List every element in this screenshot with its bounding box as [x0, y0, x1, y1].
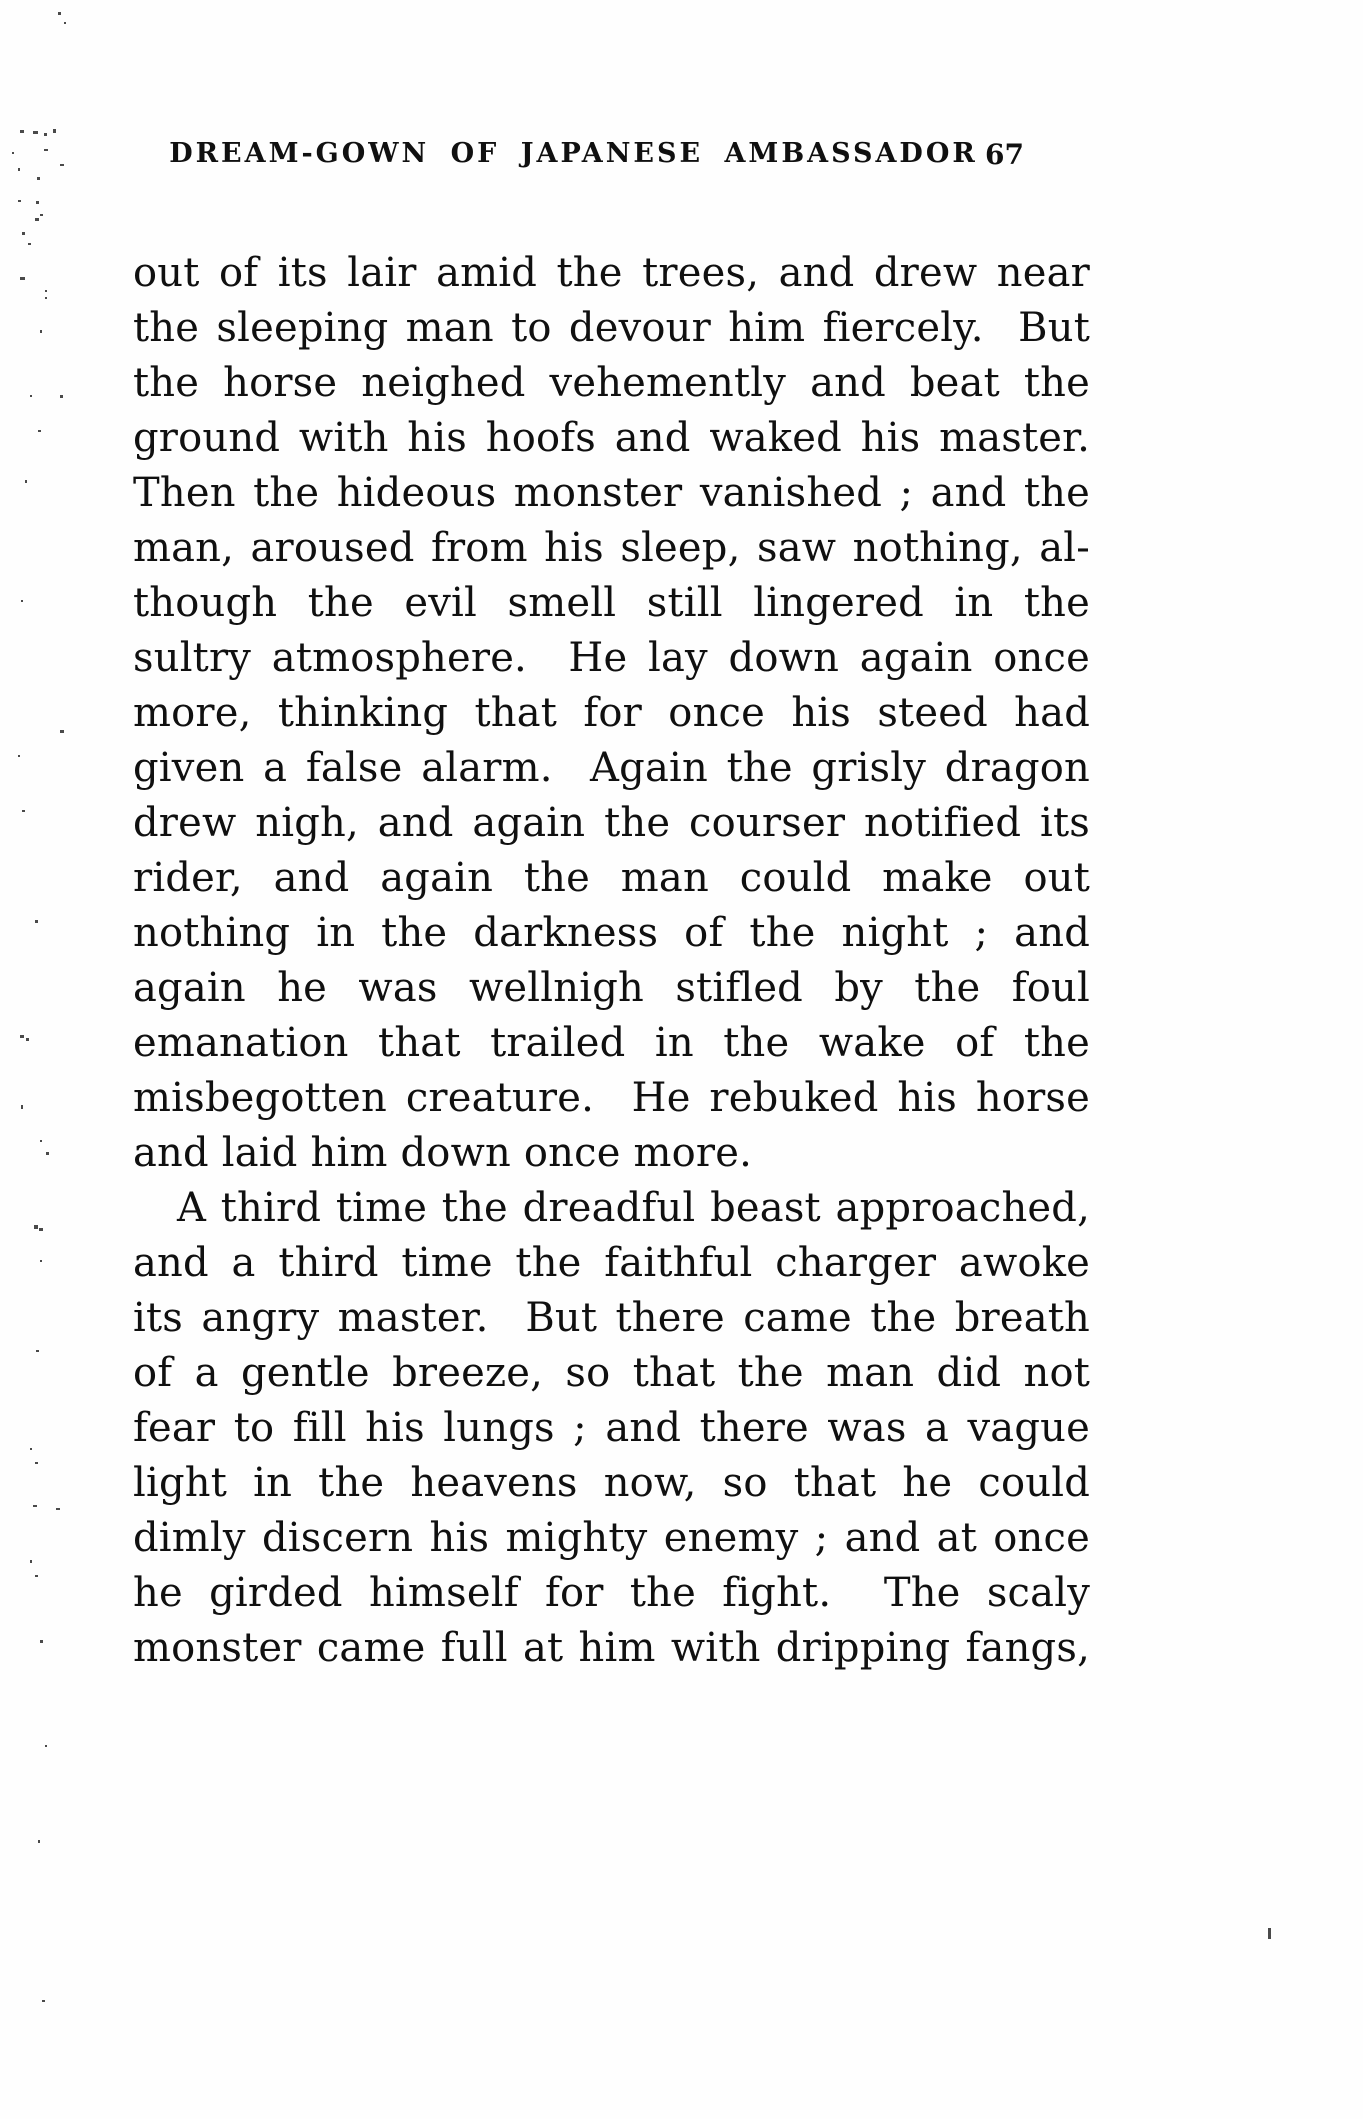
- scan-speckle: [36, 1350, 39, 1352]
- scan-speckle: [28, 243, 31, 245]
- scan-speckle: [1268, 1928, 1271, 1939]
- scan-speckle: [21, 600, 23, 602]
- text-line: misbegotten creature. He rebuked his horse: [133, 1075, 1090, 1121]
- scan-speckle: [38, 1840, 40, 1843]
- scan-speckle: [25, 480, 27, 483]
- text-line: man, aroused from his sleep, saw nothing, al-: [133, 525, 1090, 571]
- scan-speckle: [35, 1575, 38, 1577]
- scan-speckle: [35, 218, 39, 221]
- scan-speckle: [20, 130, 24, 133]
- running-title: DREAM-GOWN OF JAPANESE AMBASSADOR: [169, 138, 978, 169]
- text-line: again he was wellnigh stifled by the foul: [133, 965, 1090, 1011]
- scan-speckle: [58, 12, 61, 15]
- text-line: its angry master. But there came the breath: [133, 1295, 1090, 1341]
- text-line: monster came full at him with dripping fangs,: [133, 1625, 1090, 1671]
- text-line: drew nigh, and again the courser notified its: [133, 800, 1090, 846]
- scan-speckle: [18, 755, 20, 757]
- text-line: rider, and again the man could make out: [133, 855, 1090, 901]
- scan-speckle: [40, 330, 42, 333]
- text-line: out of its lair amid the trees, and drew near: [133, 250, 1090, 296]
- scan-speckle: [42, 2000, 45, 2002]
- scan-speckle: [39, 1228, 43, 1231]
- text-line: Then the hideous monster vanished ; and the: [133, 470, 1090, 516]
- scan-speckle: [45, 1745, 47, 1747]
- scan-speckle: [18, 200, 21, 202]
- scan-speckle: [30, 1560, 32, 1563]
- scan-speckle: [40, 1640, 43, 1643]
- scan-speckle: [64, 22, 66, 24]
- scan-speckle: [20, 1035, 24, 1038]
- scan-speckle: [40, 1140, 42, 1142]
- scan-speckle: [44, 133, 47, 136]
- text-line: ground with his hoofs and waked his master.: [133, 415, 1090, 461]
- scan-speckle: [35, 920, 38, 923]
- scan-speckle: [45, 290, 47, 292]
- scan-speckle: [22, 232, 25, 235]
- scan-speckle: [20, 277, 25, 280]
- scan-speckle: [22, 810, 25, 812]
- scan-speckle: [34, 1225, 38, 1229]
- scan-speckle: [37, 177, 40, 180]
- scan-speckle: [12, 152, 14, 154]
- text-line: and a third time the faithful charger awoke: [133, 1240, 1090, 1286]
- text-line: fear to fill his lungs ; and there was a vague: [133, 1405, 1090, 1451]
- text-line: more, thinking that for once his steed had: [133, 690, 1090, 736]
- scan-speckle: [40, 214, 43, 216]
- page-number: 67: [985, 138, 1024, 171]
- text-line-paragraph-end: and laid him down once more.: [133, 1130, 753, 1176]
- text-line: light in the heavens now, so that he could: [133, 1460, 1090, 1506]
- text-line: given a false alarm. Again the grisly dragon: [133, 745, 1090, 791]
- text-line: the sleeping man to devour him fiercely. But: [133, 305, 1090, 351]
- page-body: [133, 246, 1090, 1676]
- scan-speckle: [36, 201, 39, 204]
- scan-speckle: [53, 129, 56, 133]
- text-line: emanation that trailed in the wake of the: [133, 1020, 1090, 1066]
- scan-speckle: [40, 1260, 42, 1262]
- scan-speckle: [60, 730, 64, 733]
- scan-speckle: [45, 297, 47, 299]
- scan-speckle: [44, 149, 48, 151]
- text-line: the horse neighed vehemently and beat the: [133, 360, 1090, 406]
- scan-speckle: [30, 1448, 32, 1450]
- scan-speckle: [35, 1462, 38, 1464]
- page-header: [133, 138, 1090, 180]
- text-line: though the evil smell still lingered in the: [133, 580, 1090, 626]
- scan-speckle: [30, 395, 32, 397]
- text-line-paragraph-start: A third time the dreadful beast approached,: [177, 1185, 1090, 1231]
- scan-speckle: [18, 168, 20, 171]
- scan-speckle: [33, 131, 38, 134]
- text-line: of a gentle breeze, so that the man did not: [133, 1350, 1090, 1396]
- text-line: he girded himself for the fight. The scaly: [133, 1570, 1090, 1616]
- text-line: nothing in the darkness of the night ; and: [133, 910, 1090, 956]
- text-line: dimly discern his mighty enemy ; and at once: [133, 1515, 1090, 1561]
- scan-speckle: [46, 1152, 49, 1155]
- scan-speckle: [38, 430, 41, 432]
- scan-speckle: [21, 1105, 23, 1109]
- scan-speckle: [60, 164, 64, 166]
- scan-speckle: [26, 1038, 29, 1041]
- scan-speckle: [56, 1508, 60, 1510]
- scan-speckle: [33, 1505, 37, 1507]
- text-line: sultry atmosphere. He lay down again once: [133, 635, 1090, 681]
- scan-speckle: [60, 395, 63, 398]
